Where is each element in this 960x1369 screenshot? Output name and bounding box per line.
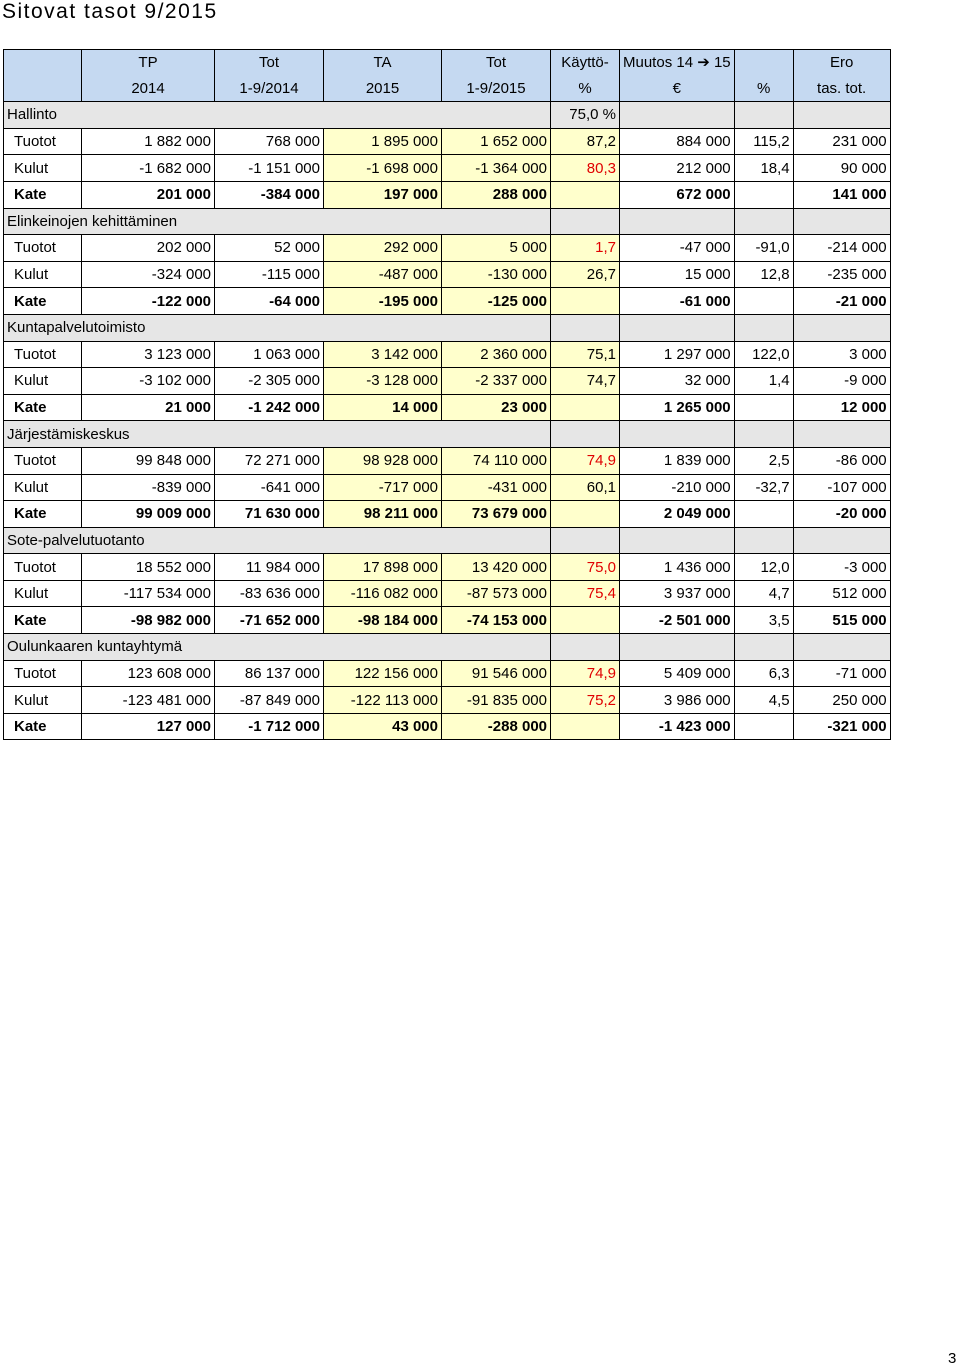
column-header: Käyttö- xyxy=(551,50,620,76)
table-cell: 201 000 xyxy=(82,181,215,208)
table-cell: 80,3 xyxy=(551,155,620,182)
table-cell: 6,3 xyxy=(734,660,793,687)
table-cell: 3 986 000 xyxy=(620,687,735,714)
row-label: Kulut xyxy=(4,368,82,395)
row-label: Kate xyxy=(4,607,82,634)
table-cell: -324 000 xyxy=(82,261,215,288)
section-title: Hallinto xyxy=(4,102,551,129)
table-cell: 72 271 000 xyxy=(215,447,324,474)
table-cell: 2,5 xyxy=(734,447,793,474)
column-header: Muutos 14 ➔ 15 xyxy=(620,50,735,76)
section-value xyxy=(551,314,620,341)
table-cell: 43 000 xyxy=(324,713,442,740)
table-cell: 86 137 000 xyxy=(215,660,324,687)
table-cell: 12,0 xyxy=(734,554,793,581)
table-cell: 15 000 xyxy=(620,261,735,288)
table-cell xyxy=(551,713,620,740)
table-cell: 52 000 xyxy=(215,235,324,262)
empty-cell xyxy=(620,208,735,235)
table-cell: -21 000 xyxy=(793,288,890,315)
row-label: Kate xyxy=(4,713,82,740)
table-cell: 2 360 000 xyxy=(442,341,551,368)
table-cell xyxy=(734,501,793,528)
table-cell: -2 501 000 xyxy=(620,607,735,634)
table-cell: -98 184 000 xyxy=(324,607,442,634)
empty-cell xyxy=(620,527,735,554)
table-row xyxy=(4,235,891,262)
table-cell: 3 000 xyxy=(793,341,890,368)
table-cell: -86 000 xyxy=(793,447,890,474)
table-cell: 32 000 xyxy=(620,368,735,395)
table-row xyxy=(4,155,891,182)
table-cell: -9 000 xyxy=(793,368,890,395)
table-cell: 74,9 xyxy=(551,660,620,687)
table-cell xyxy=(734,181,793,208)
table-cell: 1 297 000 xyxy=(620,341,735,368)
table-cell: 3 123 000 xyxy=(82,341,215,368)
table-cell: -91,0 xyxy=(734,235,793,262)
column-header xyxy=(4,76,82,102)
section-value: 75,0 % xyxy=(551,102,620,129)
table-cell: 74,9 xyxy=(551,447,620,474)
table-cell xyxy=(734,288,793,315)
table-cell: 1 839 000 xyxy=(620,447,735,474)
table-cell: -71 652 000 xyxy=(215,607,324,634)
table-cell: 74,7 xyxy=(551,368,620,395)
section-row xyxy=(4,527,891,554)
header-row xyxy=(4,76,891,102)
table-row xyxy=(4,181,891,208)
table-cell xyxy=(734,713,793,740)
section-title: Oulunkaaren kuntayhtymä xyxy=(4,634,551,661)
table-cell: 1 265 000 xyxy=(620,394,735,421)
section-row xyxy=(4,208,891,235)
table-cell: -87 573 000 xyxy=(442,580,551,607)
table-row xyxy=(4,607,891,634)
table-cell: -64 000 xyxy=(215,288,324,315)
section-title: Sote-palvelutuotanto xyxy=(4,527,551,554)
empty-cell xyxy=(734,527,793,554)
page-number: 3 xyxy=(948,1350,957,1367)
header-row xyxy=(4,50,891,76)
empty-cell xyxy=(734,208,793,235)
table-row xyxy=(4,474,891,501)
table-cell: 4,5 xyxy=(734,687,793,714)
table-cell: 122,0 xyxy=(734,341,793,368)
table-cell: -3 000 xyxy=(793,554,890,581)
table-cell: 11 984 000 xyxy=(215,554,324,581)
table-cell: 115,2 xyxy=(734,128,793,155)
table-cell: -61 000 xyxy=(620,288,735,315)
empty-cell xyxy=(793,102,890,129)
table-cell xyxy=(551,394,620,421)
table-cell: -1 698 000 xyxy=(324,155,442,182)
table-cell: 99 009 000 xyxy=(82,501,215,528)
table-cell: -1 242 000 xyxy=(215,394,324,421)
table-cell: -91 835 000 xyxy=(442,687,551,714)
table-cell: 5 000 xyxy=(442,235,551,262)
column-header: 2015 xyxy=(324,76,442,102)
table-cell: -717 000 xyxy=(324,474,442,501)
table-cell: 75,2 xyxy=(551,687,620,714)
column-header: Tot xyxy=(215,50,324,76)
row-label: Tuotot xyxy=(4,660,82,687)
table-cell: 87,2 xyxy=(551,128,620,155)
section-title: Järjestämiskeskus xyxy=(4,421,551,448)
empty-cell xyxy=(793,634,890,661)
table-cell: 231 000 xyxy=(793,128,890,155)
column-header: Tot xyxy=(442,50,551,76)
table-cell: 17 898 000 xyxy=(324,554,442,581)
table-cell: 75,1 xyxy=(551,341,620,368)
table-cell xyxy=(734,394,793,421)
table-cell: 12,8 xyxy=(734,261,793,288)
row-label: Tuotot xyxy=(4,235,82,262)
empty-cell xyxy=(734,421,793,448)
table-cell: -487 000 xyxy=(324,261,442,288)
table-row xyxy=(4,580,891,607)
table-cell: -1 682 000 xyxy=(82,155,215,182)
row-label: Kate xyxy=(4,501,82,528)
table-row xyxy=(4,501,891,528)
table-cell: 768 000 xyxy=(215,128,324,155)
table-cell: 13 420 000 xyxy=(442,554,551,581)
table-cell: 512 000 xyxy=(793,580,890,607)
empty-cell xyxy=(734,314,793,341)
row-label: Tuotot xyxy=(4,341,82,368)
table-cell: 202 000 xyxy=(82,235,215,262)
section-row xyxy=(4,421,891,448)
table-cell: 288 000 xyxy=(442,181,551,208)
table-cell: -130 000 xyxy=(442,261,551,288)
table-cell: -115 000 xyxy=(215,261,324,288)
table-cell: 3,5 xyxy=(734,607,793,634)
table-cell: -288 000 xyxy=(442,713,551,740)
table-cell: -3 102 000 xyxy=(82,368,215,395)
table-cell xyxy=(551,607,620,634)
table-cell: 672 000 xyxy=(620,181,735,208)
table-cell: 74 110 000 xyxy=(442,447,551,474)
section-row xyxy=(4,634,891,661)
table-cell: 122 156 000 xyxy=(324,660,442,687)
table-cell: -83 636 000 xyxy=(215,580,324,607)
column-header xyxy=(734,50,793,76)
row-label: Kate xyxy=(4,181,82,208)
table-cell: 2 049 000 xyxy=(620,501,735,528)
table-cell: 1,4 xyxy=(734,368,793,395)
column-header: TA xyxy=(324,50,442,76)
table-body xyxy=(4,50,891,740)
row-label: Kulut xyxy=(4,261,82,288)
section-value xyxy=(551,634,620,661)
column-header: tas. tot. xyxy=(793,76,890,102)
table-cell: 127 000 xyxy=(82,713,215,740)
table-row xyxy=(4,288,891,315)
table-cell: 75,0 xyxy=(551,554,620,581)
empty-cell xyxy=(793,314,890,341)
column-header: % xyxy=(734,76,793,102)
table-cell: 18,4 xyxy=(734,155,793,182)
table-cell: 98 211 000 xyxy=(324,501,442,528)
table-cell: -87 849 000 xyxy=(215,687,324,714)
table-cell: -235 000 xyxy=(793,261,890,288)
table-row xyxy=(4,128,891,155)
table-row xyxy=(4,660,891,687)
table-row xyxy=(4,447,891,474)
table-cell: -71 000 xyxy=(793,660,890,687)
row-label: Kulut xyxy=(4,155,82,182)
empty-cell xyxy=(620,421,735,448)
section-value xyxy=(551,421,620,448)
table-cell: 1 652 000 xyxy=(442,128,551,155)
table-cell: 60,1 xyxy=(551,474,620,501)
table-cell: -98 982 000 xyxy=(82,607,215,634)
section-value xyxy=(551,208,620,235)
financial-table xyxy=(3,49,891,740)
table-cell: 18 552 000 xyxy=(82,554,215,581)
table-cell: 5 409 000 xyxy=(620,660,735,687)
table-cell: -1 423 000 xyxy=(620,713,735,740)
table-cell: -431 000 xyxy=(442,474,551,501)
section-row xyxy=(4,102,891,129)
section-value xyxy=(551,527,620,554)
row-label: Kate xyxy=(4,288,82,315)
table-cell: 123 608 000 xyxy=(82,660,215,687)
column-header: € xyxy=(620,76,735,102)
table-cell: 23 000 xyxy=(442,394,551,421)
table-cell: 1 895 000 xyxy=(324,128,442,155)
table-cell: -214 000 xyxy=(793,235,890,262)
table-row xyxy=(4,554,891,581)
empty-cell xyxy=(793,421,890,448)
table-row xyxy=(4,341,891,368)
table-cell: -195 000 xyxy=(324,288,442,315)
table-cell: 292 000 xyxy=(324,235,442,262)
table-row xyxy=(4,261,891,288)
table-cell: 3 142 000 xyxy=(324,341,442,368)
table-cell: 884 000 xyxy=(620,128,735,155)
table-cell: 14 000 xyxy=(324,394,442,421)
table-cell: -47 000 xyxy=(620,235,735,262)
column-header: Ero xyxy=(793,50,890,76)
table-cell: -2 305 000 xyxy=(215,368,324,395)
empty-cell xyxy=(620,102,735,129)
table-cell: 75,4 xyxy=(551,580,620,607)
column-header: 2014 xyxy=(82,76,215,102)
page-title: Sitovat tasot 9/2015 xyxy=(2,0,218,23)
empty-cell xyxy=(793,208,890,235)
table-cell: 26,7 xyxy=(551,261,620,288)
section-title: Elinkeinojen kehittäminen xyxy=(4,208,551,235)
table-cell: 21 000 xyxy=(82,394,215,421)
table-cell: -3 128 000 xyxy=(324,368,442,395)
table-cell: -116 082 000 xyxy=(324,580,442,607)
row-label: Tuotot xyxy=(4,554,82,581)
column-header: 1-9/2014 xyxy=(215,76,324,102)
table-cell: 73 679 000 xyxy=(442,501,551,528)
table-cell: 212 000 xyxy=(620,155,735,182)
row-label: Tuotot xyxy=(4,128,82,155)
empty-cell xyxy=(734,102,793,129)
table-cell: -32,7 xyxy=(734,474,793,501)
table-cell: 91 546 000 xyxy=(442,660,551,687)
table-row xyxy=(4,713,891,740)
row-label: Tuotot xyxy=(4,447,82,474)
table-cell: -117 534 000 xyxy=(82,580,215,607)
table-cell: 12 000 xyxy=(793,394,890,421)
table-cell: 515 000 xyxy=(793,607,890,634)
table-cell: -321 000 xyxy=(793,713,890,740)
table-cell: 197 000 xyxy=(324,181,442,208)
table-cell: -641 000 xyxy=(215,474,324,501)
table-cell: -122 000 xyxy=(82,288,215,315)
table-cell: 4,7 xyxy=(734,580,793,607)
empty-cell xyxy=(620,314,735,341)
row-label: Kulut xyxy=(4,474,82,501)
empty-cell xyxy=(793,527,890,554)
row-label: Kulut xyxy=(4,580,82,607)
table-cell: 1 882 000 xyxy=(82,128,215,155)
column-header xyxy=(4,50,82,76)
table-cell xyxy=(551,288,620,315)
table-cell: -1 712 000 xyxy=(215,713,324,740)
table-cell: -123 481 000 xyxy=(82,687,215,714)
table-cell: 71 630 000 xyxy=(215,501,324,528)
table-cell: -210 000 xyxy=(620,474,735,501)
column-header: TP xyxy=(82,50,215,76)
table-cell: -107 000 xyxy=(793,474,890,501)
table-row xyxy=(4,394,891,421)
row-label: Kulut xyxy=(4,687,82,714)
table-cell: -1 364 000 xyxy=(442,155,551,182)
table-row xyxy=(4,687,891,714)
section-title: Kuntapalvelutoimisto xyxy=(4,314,551,341)
table-cell: -122 113 000 xyxy=(324,687,442,714)
table-cell: -384 000 xyxy=(215,181,324,208)
row-label: Kate xyxy=(4,394,82,421)
column-header: % xyxy=(551,76,620,102)
table-cell: 141 000 xyxy=(793,181,890,208)
table-cell: -20 000 xyxy=(793,501,890,528)
table-cell xyxy=(551,181,620,208)
table-cell: 250 000 xyxy=(793,687,890,714)
table-row xyxy=(4,368,891,395)
table-cell: 1,7 xyxy=(551,235,620,262)
table-cell xyxy=(551,501,620,528)
table-cell: 1 436 000 xyxy=(620,554,735,581)
table-cell: -2 337 000 xyxy=(442,368,551,395)
column-header: 1-9/2015 xyxy=(442,76,551,102)
table-cell: -125 000 xyxy=(442,288,551,315)
empty-cell xyxy=(734,634,793,661)
table-cell: 90 000 xyxy=(793,155,890,182)
section-row xyxy=(4,314,891,341)
empty-cell xyxy=(620,634,735,661)
table-cell: 98 928 000 xyxy=(324,447,442,474)
table-cell: 3 937 000 xyxy=(620,580,735,607)
table-cell: -74 153 000 xyxy=(442,607,551,634)
table-cell: -1 151 000 xyxy=(215,155,324,182)
table-cell: 1 063 000 xyxy=(215,341,324,368)
table-cell: 99 848 000 xyxy=(82,447,215,474)
table-cell: -839 000 xyxy=(82,474,215,501)
